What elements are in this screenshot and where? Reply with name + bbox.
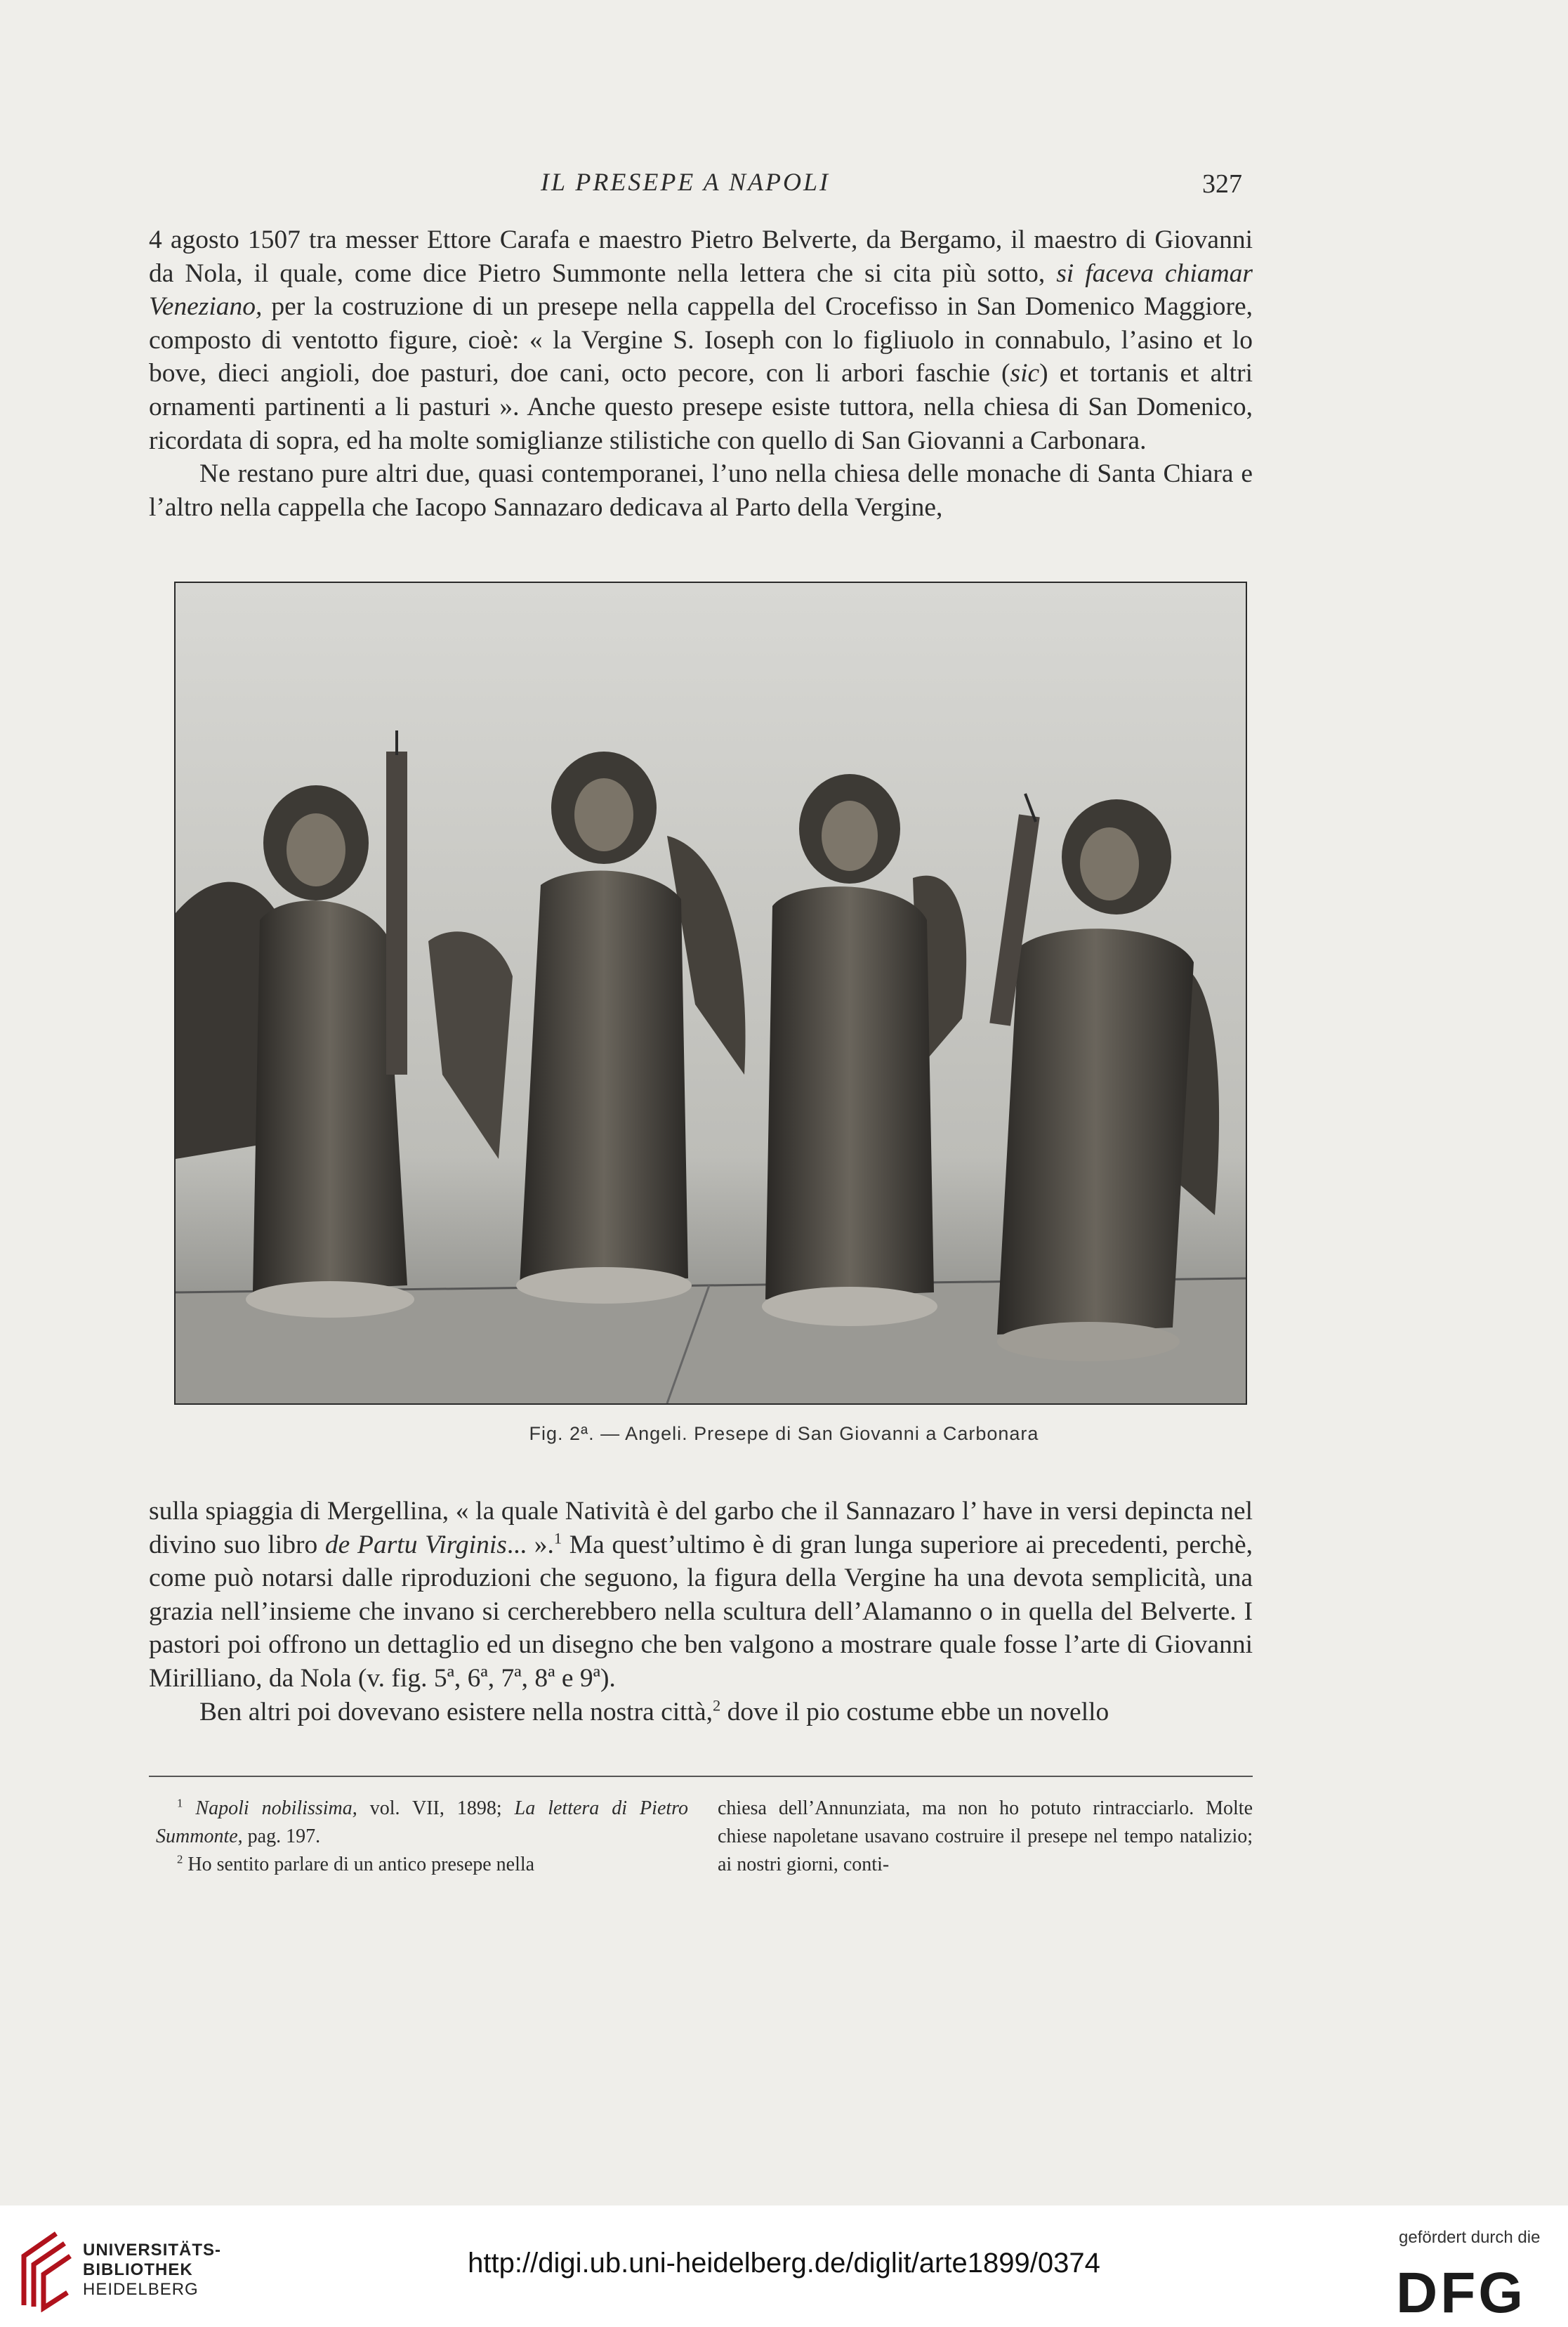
dfg-logo: DFG (1396, 2261, 1527, 2325)
footnote-2-continued: chiesa dell’Annunziata, ma non ho potuto rintracciarlo. Molte chiese napoletane usavano costruire il presepe nel tempo natalizio; ai nostri giorni, conti- (718, 1797, 1253, 1875)
footnote-divider (149, 1776, 1253, 1777)
footnotes-left-column (156, 1795, 688, 1879)
figure-photo-angels (174, 582, 1247, 1405)
funding-label: gefördert durch die (1399, 2228, 1541, 2247)
footnote-ref[interactable]: 2 (713, 1696, 721, 1715)
footnote-ref[interactable]: 1 (553, 1529, 562, 1547)
paragraph: Ben altri poi dovevano esistere nella nostra città,$^2$ dove il pio costume ebbe un novello (199, 1696, 1109, 1726)
paragraph: 4 agosto 1507 tra messer Ettore Carafa e maestro Pietro Belverte, da Bergamo, il maestro di Giovanni da Nola, il quale, come dice Pietro Summonte nella lettera che si cita più sotto, si faceva chiamar Veneziano, per la costruzione di un presepe nella cappella del Crocefisso in San Domenico Maggiore, composto di ventotto figure, cioè: « la Vergine S. Ioseph con lo figliuolo in connabulo, l’asino et lo bove, dieci angioli, doe pasturi, doe cani, octo pecore, con li arbori faschie (sic) et tortanis et altri ornamenti partinenti a li pasturi ». Anche questo presepe esiste tuttora, nella chiesa di San Domenico, ricordata di sopra, ed ha molte somiglianze stilistiche con quello di San Giovanni a Carbonara. (149, 225, 1253, 455)
figure-caption: Fig. 2ª. — Angeli. Presepe di San Giovanni a Carbonara (529, 1423, 1039, 1444)
footnotes-right-column (718, 1795, 1253, 1879)
source-url-link[interactable]: http://digi.ub.uni-heidelberg.de/diglit/arte1899/0374 (468, 2248, 1100, 2279)
paragraph: sulla spiaggia di Mergellina, « la quale Natività è del garbo che il Sannazaro l’ have in versi depincta nel divino suo libro de Partu Virginis... ».$^1$ Ma quest’ultimo è di gran lunga superiore ai precedenti, perchè, come può notarsi dalle riproduzioni che seguono, la figura della Vergine ha una devota semplicità, una grazia nell’insieme che invano si cercherebbero nella scultura dell’Alamanno o in quella del Belverte. I pastori poi offrono un dettaglio ed un disegno che ben valgono a mostrare quale fosse l’arte di Giovanni Mirilliano, da Nola (v. fig. 5ª, 6ª, 7ª, 8ª e 9ª). (149, 1497, 1253, 1693)
body-text-top (149, 223, 1253, 524)
page-number: 327 (1202, 169, 1242, 199)
paragraph: Ne restano pure altri due, quasi contemporanei, l’uno nella chiesa delle monache di Santa Chiara e l’altro nella cappella che Iacopo Sannazaro dedicava al Parto della Vergine, (149, 459, 1253, 522)
library-name: UNIVERSITÄTS- BIBLIOTHEK HEIDELBERG (83, 2241, 222, 2299)
footnote-1: $^1$ Napoli nobilissima, vol. VII, 1898; La lettera di Pietro Summonte, pag. 197. (156, 1796, 689, 1847)
running-title: IL PRESEPE A NAPOLI (541, 168, 830, 196)
body-text-bottom (149, 1495, 1253, 1729)
angels-photograph (176, 583, 1246, 1403)
footnote-2: $^2$ Ho sentito parlare di un antico presepe nella (177, 1852, 535, 1875)
running-head (0, 167, 1568, 209)
